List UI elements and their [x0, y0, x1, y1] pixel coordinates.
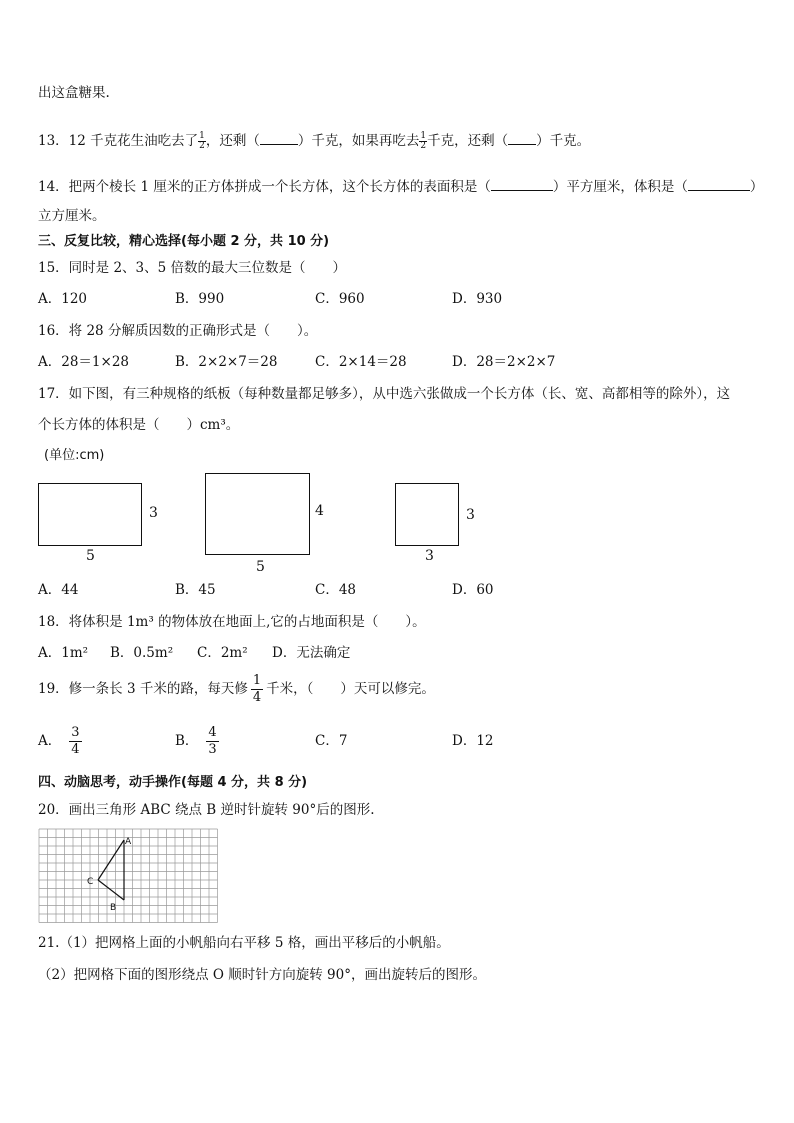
- board-3-width-label: 3: [425, 548, 434, 564]
- q14-text-2: ）平方厘米，体积是（: [552, 179, 688, 195]
- q13-blank-1[interactable]: [260, 130, 298, 145]
- vertex-label-c: C: [87, 877, 94, 887]
- q19-option-b[interactable]: B． $\frac{4}{3}$: [175, 725, 217, 757]
- q14-blank-1[interactable]: [491, 176, 553, 191]
- section-3-heading: 三、反复比较，精心选择(每小题 2 分，共 10 分): [38, 234, 330, 249]
- q13-text-4: ）千克。: [536, 133, 591, 149]
- board-5x3: [38, 483, 142, 546]
- q13-text-1: ，还剩（: [205, 133, 260, 149]
- q16-stem: 16．将 28 分解质因数的正确形式是（ ）。: [38, 323, 318, 339]
- q19-text-2: 千米，（ ）天可以修完。: [266, 681, 435, 697]
- q20-grid-figure: [38, 828, 218, 924]
- q18-option-c[interactable]: C．2m²: [197, 645, 248, 661]
- q21-line-2: （2）把网格下面的图形绕点 O 顺时针方向旋转 90°，画出旋转后的图形。: [38, 967, 486, 983]
- q19-option-d[interactable]: D．12: [452, 733, 494, 749]
- q17-option-b[interactable]: B．45: [175, 582, 216, 598]
- q14-text-1: 14．把两个棱长 1 厘米的正方体拼成一个长方体，这个长方体的表面积是（: [38, 179, 491, 195]
- q18-option-a[interactable]: A．1m²: [38, 645, 89, 661]
- q12-tail: 出这盒糖果.: [38, 85, 110, 101]
- q15-stem: 15．同时是 2、3、5 倍数的最大三位数是（ ）: [38, 260, 347, 276]
- q19-fraction: $\frac{1}{4}$: [252, 673, 262, 705]
- q20-stem: 20．画出三角形 ABC 绕点 B 逆时针旋转 90°后的图形.: [38, 802, 375, 818]
- q14-blank-2[interactable]: [688, 176, 750, 191]
- q17-line-2: 个长方体的体积是（ ）cm³。: [38, 417, 240, 433]
- q15-option-d[interactable]: D．930: [452, 291, 503, 307]
- q19-option-c[interactable]: C．7: [315, 733, 348, 749]
- q17-line-1: 17．如下图，有三种规格的纸板（每种数量都足够多），从中选六张做成一个长方体（长、宽、高都相等的除外），这: [38, 386, 731, 402]
- q16-option-d[interactable]: D．28＝2×2×7: [452, 354, 556, 370]
- q17-option-a[interactable]: A．44: [38, 582, 79, 598]
- q13-prefix: 13．12 千克花生油吃去了: [38, 133, 199, 149]
- triangle-abc: [98, 840, 124, 900]
- q16-option-c[interactable]: C．2×14＝28: [315, 354, 407, 370]
- q19-option-a[interactable]: A． $\frac{3}{4}$: [38, 725, 80, 757]
- vertex-label-a: A: [125, 837, 132, 847]
- q16-option-b[interactable]: B．2×2×7＝28: [175, 354, 278, 370]
- q19-text-1: 19．修一条长 3 千米的路，每天修: [38, 681, 248, 697]
- q18-option-b[interactable]: B．0.5m²: [110, 645, 174, 661]
- q15-option-a[interactable]: A．120: [38, 291, 88, 307]
- board-3-height-label: 3: [466, 507, 475, 523]
- q21-line-1: 21.（1）把网格上面的小帆船向右平移 5 格，画出平移后的小帆船。: [38, 935, 450, 951]
- q15-option-c[interactable]: C．960: [315, 291, 365, 307]
- q18-stem: 18．将体积是 1m³ 的物体放在地面上,它的占地面积是（ ）。: [38, 614, 426, 630]
- section-4-heading: 四、动脑思考，动手操作(每题 4 分，共 8 分): [38, 775, 308, 790]
- q17-unit: (单位:cm): [44, 448, 105, 463]
- q16-option-a[interactable]: A．28＝1×28: [38, 354, 130, 370]
- board-1-height-label: 3: [149, 505, 158, 521]
- q13-text-2: ）千克，如果再吃去: [297, 133, 420, 149]
- board-2-height-label: 4: [315, 503, 324, 519]
- q18-option-d[interactable]: D．无法确定: [272, 645, 351, 661]
- q17-option-d[interactable]: D．60: [452, 582, 494, 598]
- board-1-width-label: 5: [86, 548, 95, 564]
- q17-option-c[interactable]: C．48: [315, 582, 357, 598]
- vertex-label-b: B: [110, 903, 117, 913]
- board-2-width-label: 5: [256, 559, 265, 575]
- q13-blank-2[interactable]: [508, 130, 536, 145]
- q13-text-3: 千克，还剩（: [427, 133, 509, 149]
- q15-option-b[interactable]: B．990: [175, 291, 225, 307]
- board-3x3: [395, 483, 459, 546]
- q13-fraction-1: $\frac{1}{2}$: [199, 131, 205, 151]
- q13-fraction-2: $\frac{1}{2}$: [420, 131, 427, 151]
- q14-text-3: ）: [749, 179, 764, 195]
- board-5x4: [205, 473, 310, 555]
- question-13: [38, 130, 590, 151]
- q19-stem: [38, 672, 435, 706]
- question-14: [38, 176, 763, 196]
- q14-line-2: 立方厘米。: [38, 208, 106, 224]
